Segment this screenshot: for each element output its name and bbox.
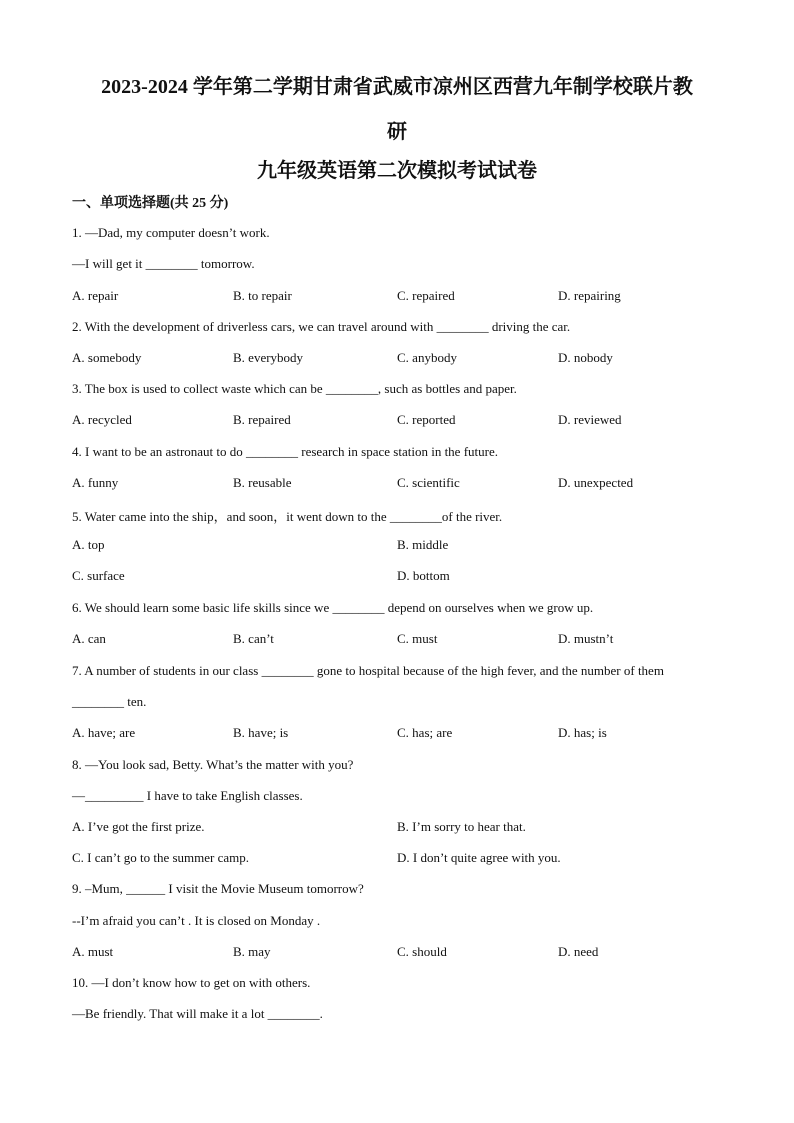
q4-option-d: D. unexpected <box>558 475 634 490</box>
question-1-stem: 1. —Dad, my computer doesn’t work. <box>72 225 270 240</box>
q9-option-b: B. may <box>233 944 271 959</box>
q9-option-a: A. must <box>72 944 114 959</box>
q8-option-d: D. I don’t quite agree with you. <box>397 850 561 865</box>
q5-option-b: B. middle <box>397 537 449 552</box>
q5-option-c: C. surface <box>72 568 125 583</box>
q6-option-d: D. mustn’t <box>558 631 614 646</box>
q7-option-d: D. has; is <box>558 725 607 740</box>
q7-option-a: A. have; are <box>72 725 136 740</box>
question-3-stem: 3. The box is used to collect waste which can be ________, such as bottles and paper. <box>72 381 517 396</box>
q1-option-a: A. repair <box>72 288 119 303</box>
q1-option-d: D. repairing <box>558 288 621 303</box>
question-5-stem: 5. Water came into the ship，and soon，it went down to the ________of the river. <box>72 509 503 524</box>
question-6-stem: 6. We should learn some basic life skills since we ________ depend on ourselves when we grow up. <box>72 600 594 615</box>
question-7-stem-cont: ________ ten. <box>72 694 147 709</box>
q5-option-a: A. top <box>72 537 105 552</box>
q2-option-a: A. somebody <box>72 350 142 365</box>
q8-option-a: A. I’ve got the first prize. <box>72 819 205 834</box>
q2-option-c: C. anybody <box>397 350 457 365</box>
q2-option-b: B. everybody <box>233 350 304 365</box>
q1-option-b: B. to repair <box>233 288 292 303</box>
q7-option-b: B. have; is <box>233 725 289 740</box>
question-9-stem: 9. –Mum, ______ I visit the Movie Museum tomorrow? <box>72 881 364 896</box>
q8-option-c: C. I can’t go to the summer camp. <box>72 850 250 865</box>
exam-title-line-1: 2023-2024 学年第二学期甘肃省武威市凉州区西营九年制学校联片教 <box>101 76 693 98</box>
question-9-response: --I’m afraid you can’t . It is closed on Monday . <box>72 913 321 928</box>
q3-option-a: A. recycled <box>72 412 132 427</box>
q6-option-a: A. can <box>72 631 106 646</box>
q2-option-d: D. nobody <box>558 350 613 365</box>
q9-option-d: D. need <box>558 944 599 959</box>
q3-option-d: D. reviewed <box>558 412 622 427</box>
q9-option-c: C. should <box>397 944 447 959</box>
question-10-stem: 10. —I don’t know how to get on with others. <box>72 975 311 990</box>
question-10-response: —Be friendly. That will make it a lot ________. <box>72 1006 323 1021</box>
q3-option-b: B. repaired <box>233 412 291 427</box>
q8-option-b: B. I’m sorry to hear that. <box>397 819 526 834</box>
q1-option-c: C. repaired <box>397 288 455 303</box>
q7-option-c: C. has; are <box>397 725 453 740</box>
question-7-stem: 7. A number of students in our class ________ gone to hospital because of the high fever, and the number of them <box>72 663 664 678</box>
q6-option-b: B. can’t <box>233 631 274 646</box>
q4-option-c: C. scientific <box>397 475 460 490</box>
exam-title-line-2: 研 <box>387 121 407 143</box>
section-heading: 一、单项选择题(共 25 分) <box>72 196 229 211</box>
q4-option-a: A. funny <box>72 475 119 490</box>
question-8-response: —_________ I have to take English classes. <box>72 788 303 803</box>
question-8-stem: 8. —You look sad, Betty. What’s the matter with you? <box>72 757 354 772</box>
q3-option-c: C. reported <box>397 412 456 427</box>
q4-option-b: B. reusable <box>233 475 292 490</box>
exam-subtitle: 九年级英语第二次模拟考试试卷 <box>257 160 537 182</box>
question-2-stem: 2. With the development of driverless cars, we can travel around with ________ driving the car. <box>72 319 571 334</box>
question-4-stem: 4. I want to be an astronaut to do ________ research in space station in the future. <box>72 444 498 459</box>
question-1-response: —I will get it ________ tomorrow. <box>72 256 255 271</box>
q6-option-c: C. must <box>397 631 438 646</box>
q5-option-d: D. bottom <box>397 568 450 583</box>
